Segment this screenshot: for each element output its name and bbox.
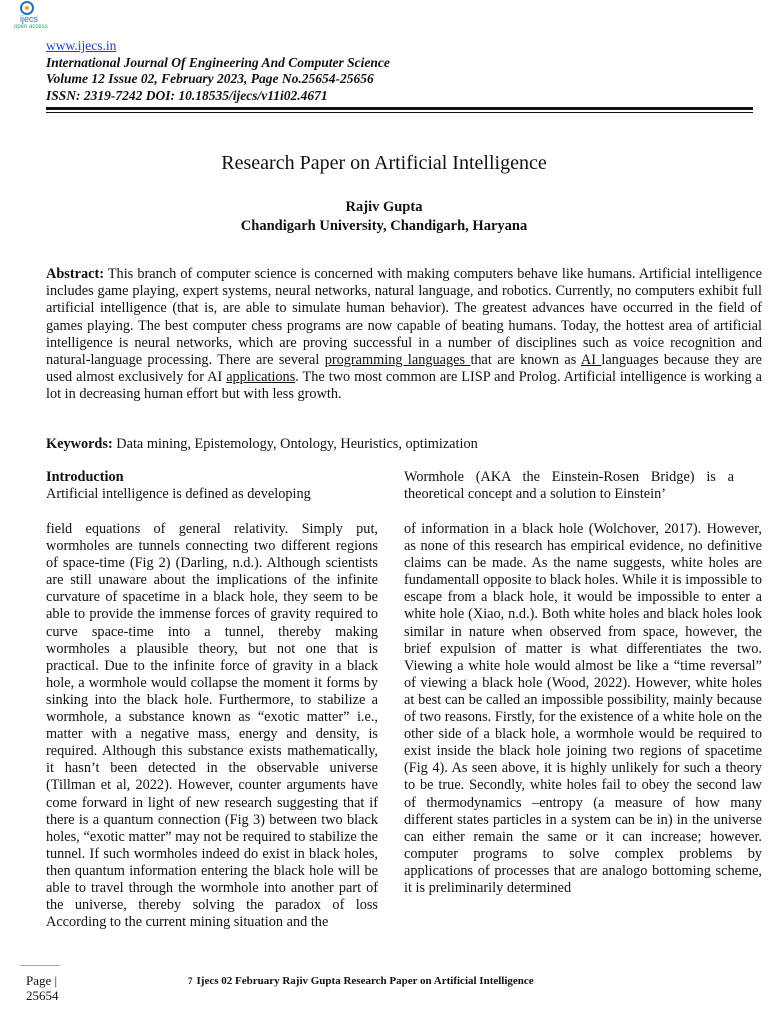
abstract-text-3: languages because they are used almost exclusively for AI: [46, 352, 762, 386]
left-column-text: field equations of general relativity. Simply put, wormholes are tunnels connecting two different regions of space-time (Fig 2) (Darling, n.d.). Although scientists are still unaware about the implications of the infinite curvature of spacetime in a black hole, they seem to be able to provide the immense forces of gravity required to curve space-time into a tunnel, thereby making wormholes a plausible theory, but not one that is practical. Due to the infinite force of gravity in a black hole, a wormhole would collapse the moment it forms by sinking into the black hole. Furthermore, to stabilize a wormhole, a substance known as “exotic matter” i.e., matter with a negative mass, energy and density, is required. Although this substance exists mathematically, it hasn’t been detected in the observable universe (Tillman et al, 2022). However, counter arguments have come forward in light of new research suggesting that if there is a quantum connection (Fig 3) between two black holes, “exotic matter” may not be required to stabilize the tunnel. If such wormholes indeed do exist in black holes, then quantum information entering the black hole will be able to travel through the wormhole into another part of the universe, thereby solving the paradox of loss According to the current mining situation and the: [46, 521, 378, 931]
link-applications[interactable]: applications: [226, 369, 296, 386]
abstract-paragraph: [46, 266, 762, 404]
journal-url-link[interactable]: www.ijecs.in: [46, 38, 117, 53]
footer-marker: 7: [188, 976, 193, 986]
paper-title: Research Paper on Artificial Intelligence: [221, 152, 547, 174]
journal-issn-doi: ISSN: 2319-7242 DOI: 10.18535/ijecs/v11i02.4671: [46, 87, 328, 103]
footer-divider: [20, 965, 60, 966]
footer-citation: [188, 975, 534, 987]
page-number: 25654: [26, 988, 59, 1003]
abstract-text-1: This branch of computer science is concerned with making computers behave like humans. Artificial intelligence includes game playing, expert systems, neural networks, natural language, and robotics. Currently, no computers exhibit full artificial intelligence (that is, are able to simulate human behavior). The greatest advances have occurred in the field of games playing. The best computer chess programs are now capable of beating humans. Today, the hottest area of artificial intelligence is neural networks, which are proving successful in a number of disciplines such as voice recognition and natural-language processing. There are several: [46, 266, 762, 369]
keywords-text: Data mining, Epistemology, Ontology, Heuristics, optimization: [112, 436, 478, 452]
column-right-main: [404, 521, 762, 897]
abstract-text-4: . The two most common are LISP and Prolog. Artificial intelligence is working a lot in decreasing human effort but with less growth.: [46, 369, 762, 403]
column-left-main: [46, 521, 378, 931]
column-right-top: [404, 469, 734, 503]
journal-header: [46, 38, 746, 104]
page-number-block: [26, 973, 59, 1003]
footer-text: Ijecs 02 February Rajiv Gupta Research Paper on Artificial Intelligence: [196, 975, 534, 987]
logo-name: ijecs: [20, 14, 39, 24]
page-label: Page |: [26, 973, 58, 988]
header-divider-thick: [46, 107, 753, 110]
journal-volume: Volume 12 Issue 02, February 2023, Page No.25654-25656: [46, 71, 374, 86]
wormhole-intro: Wormhole (AKA the Einstein-Rosen Bridge) is a theoretical concept and a solution to Einstein’: [404, 469, 734, 503]
journal-name: International Journal Of Engineering And Computer Science: [46, 54, 390, 70]
author-name: Rajiv Gupta: [345, 199, 423, 215]
logo-tagline: open access: [14, 24, 48, 30]
abstract-label: Abstract:: [46, 266, 104, 282]
intro-first-line: Artificial intelligence is defined as developing: [46, 486, 311, 503]
right-column-text: of information in a black hole (Wolchover, 2017). However, as none of this research has empirical evidence, no definitive claims can be made. As the name suggests, white holes are fundamentall opposite to black holes. While it is impossible to escape from a black hole, it would be impossible to enter a white hole (Xiao, n.d.). Both white holes and black holes look similar in nature when observed from space, however, the brief expulsion of matter is what differentiates the two. Viewing a white hole would almost be like a “time reversal” of viewing a black hole (Wood, 2022). However, white holes at best can be called an impossible possibility, mainly because of two reasons. Firstly, for the existence of a white hole on the other side of a black hole, a wormhole would be required to exist inside the black hole joining two regions of spacetime (Fig 4). As seen above, it is highly unlikely for such a theory to be true. Secondly, white holes fail to obey the second law of thermodynamics –entropy (a measure of how many different states particles in a system can be in) in the universe can either remain the same or it can increase; however. computer programs to solve complex problems by applications of processes that are analogo bottoming scheme, it is preliminarily determined: [404, 521, 762, 896]
header-divider-thin: [46, 112, 753, 113]
column-left-top: [46, 469, 380, 503]
introduction-heading: Introduction: [46, 469, 124, 485]
author-affiliation: Chandigarh University, Chandigarh, Haryana: [240, 218, 528, 234]
journal-logo: [6, 0, 56, 36]
abstract-text-2: that are known as: [470, 352, 581, 369]
link-programming-languages[interactable]: programming languages: [324, 352, 471, 369]
author-block: [0, 198, 768, 236]
link-ai[interactable]: AI: [580, 352, 602, 369]
keywords-label: Keywords:: [46, 436, 113, 452]
keywords-line: [46, 436, 762, 453]
